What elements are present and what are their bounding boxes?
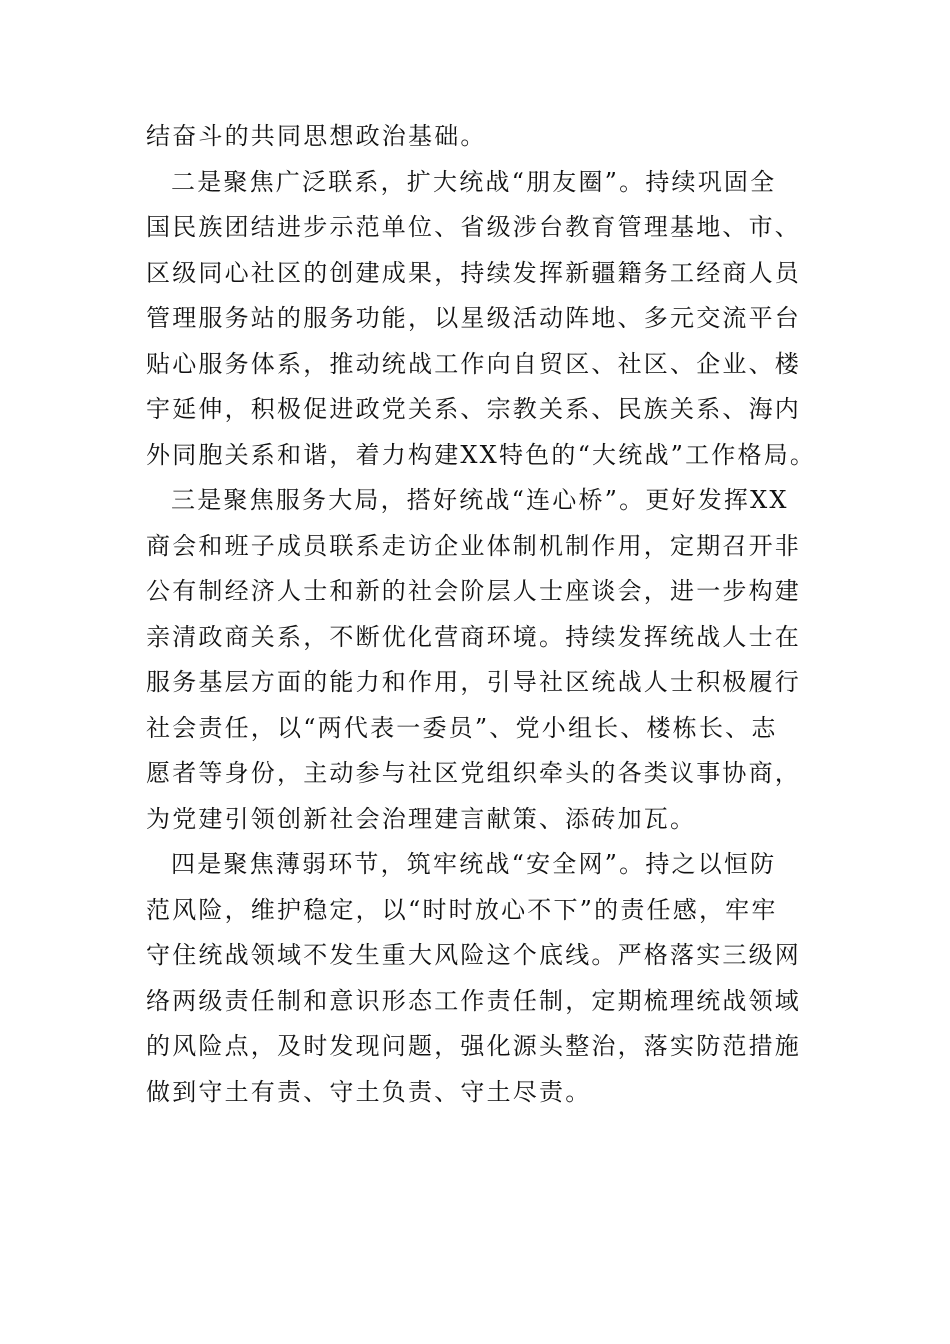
paragraph-line: 络两级责任制和意识形态工作责任制，定期梳理统战领域 bbox=[146, 986, 801, 1015]
paragraph-line: 为党建引领创新社会治理建言献策、添砖加瓦。 bbox=[146, 804, 697, 833]
paragraph-line: 贴心服务体系，推动统战工作向自贸区、社区、企业、楼 bbox=[146, 349, 801, 378]
paragraph-line: 结奋斗的共同思想政治基础。 bbox=[146, 122, 487, 150]
paragraph-line: 公有制经济人士和新的社会阶层人士座谈会，进一步构建 bbox=[146, 577, 801, 605]
paragraph-line: 外同胞关系和谐，着力构建XX特色的“大统战”工作格局。 bbox=[146, 440, 817, 469]
paragraph-line: 社会责任，以“两代表一委员”、党小组长、楼栋长、志 bbox=[146, 713, 778, 742]
paragraph-line: 的风险点，及时发现问题，强化源头整治，落实防范措施 bbox=[146, 1032, 801, 1060]
paragraph-line: 愿者等身份，主动参与社区党组织牵头的各类议事协商， bbox=[146, 759, 801, 787]
paragraph-line: 守住统战领域不发生重大风险这个底线。严格落实三级网 bbox=[146, 941, 801, 969]
paragraph-line: 宇延伸，积极促进政党关系、宗教关系、民族关系、海内 bbox=[146, 395, 801, 423]
paragraph-line: 亲清政商关系，不断优化营商环境。持续发挥统战人士在 bbox=[146, 622, 801, 651]
paragraph-line: 管理服务站的服务功能，以星级活动阵地、多元交流平台 bbox=[146, 304, 801, 332]
paragraph-first-line: 三是聚焦服务大局，搭好统战“连心桥”。更好发挥XX bbox=[171, 486, 789, 514]
paragraph-first-line: 二是聚焦广泛联系，扩大统战“朋友圈”。持续巩固全 bbox=[171, 167, 777, 196]
paragraph-line: 做到守土有责、守土负责、守土尽责。 bbox=[146, 1077, 592, 1106]
paragraph-line: 区级同心社区的创建成果，持续发挥新疆籍务工经商人员 bbox=[146, 258, 801, 287]
document-body bbox=[146, 114, 817, 1115]
paragraph-line: 商会和班子成员联系走访企业体制机制作用，定期召开非 bbox=[146, 531, 801, 560]
paragraph-line: 范风险，维护稳定，以“时时放心不下”的责任感，牢牢 bbox=[146, 895, 778, 924]
paragraph-line: 服务基层方面的能力和作用，引导社区统战人士积极履行 bbox=[146, 668, 801, 696]
paragraph-line: 国民族团结进步示范单位、省级涉台教育管理基地、市、 bbox=[146, 213, 801, 241]
paragraph-first-line: 四是聚焦薄弱环节，筑牢统战“安全网”。持之以恒防 bbox=[171, 850, 777, 878]
